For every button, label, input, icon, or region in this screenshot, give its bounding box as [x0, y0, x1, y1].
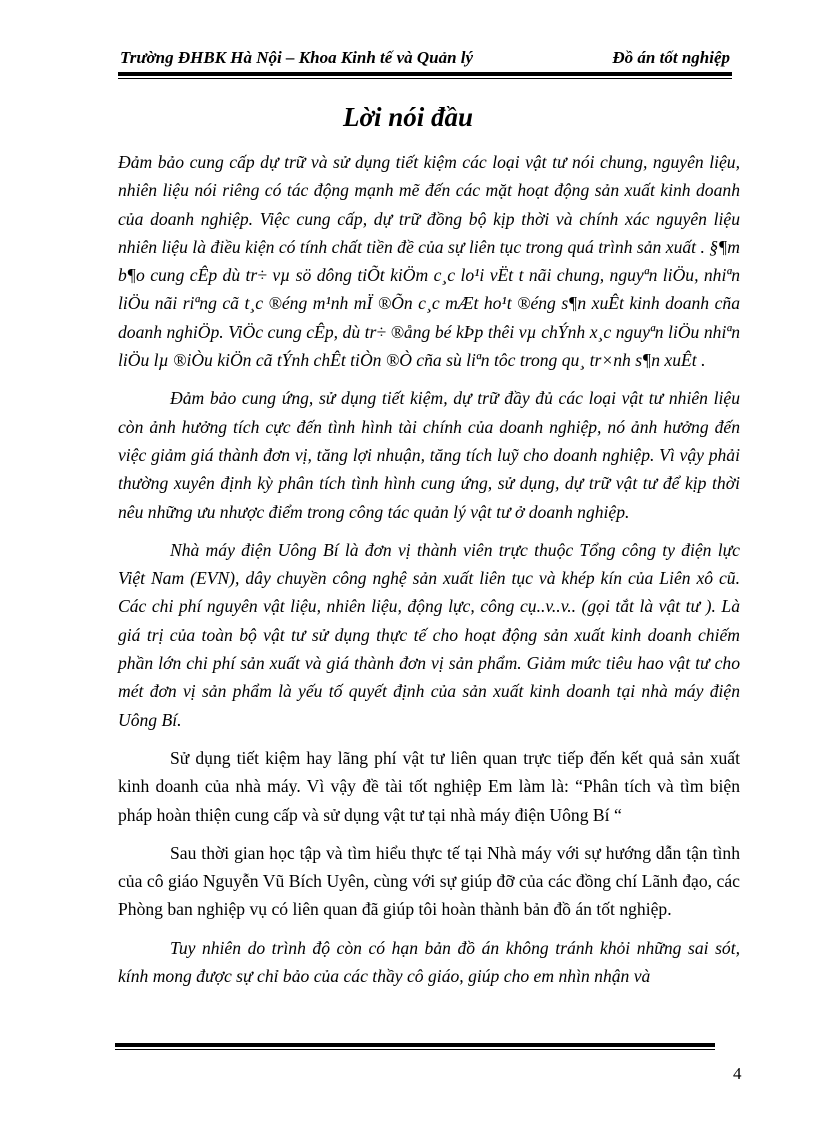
- paragraph-3: Nhà máy điện Uông Bí là đơn vị thành viên trực thuộc Tổng công ty điện lực Việt Nam (EVN), dây chuyền công nghệ sản xuất liên tục và khép kín của Liên xô cũ. Các chi phí nguyên vật liệu, nhiên liệu, động lực, công cụ..v..v.. (gọi tắt là vật tư ). Là giá trị của toàn bộ vật tư sử dụng thực tế cho hoạt động sản xuất kinh doanh chiếm phần lớn chi phí sản xuất và giá thành đơn vị sản phẩm. Giảm mức tiêu hao vật tư cho mét đơn vị sản phẩm là yếu tố quyết định của sản xuất kinh doanh tại nhà máy điện Uông Bí.: [118, 539, 740, 730]
- page-header: [118, 46, 732, 72]
- paragraph-2: Đảm bảo cung ứng, sử dụng tiết kiệm, dự trữ đầy đủ các loại vật tư nhiên liệu còn ảnh hưởng tích cực đến tình hình tài chính của doanh nghiệp, nó ảnh hưởng đến việc giảm giá thành đơn vị, tăng lợi nhuận, tăng tích luỹ cho doanh nghiệp. Vì vậy phải thường xuyên định kỳ phân tích tình hình cung ứng, sử dụng, dự trữ vật tư để kịp thời nêu những ưu nhược điểm trong công tác quản lý vật tư ở doanh nghiệp.: [118, 388, 740, 522]
- body-text: [118, 148, 740, 990]
- paragraph-4: Sử dụng tiết kiệm hay lãng phí vật tư liên quan trực tiếp đến kết quả sản xuất kinh doanh của nhà máy. Vì vậy đề tài tốt nghiệp Em làm là: “Phân tích và tìm biện pháp hoàn thiện cung cấp và sử dụng vật tư tại nhà máy điện Uông Bí “: [118, 747, 740, 825]
- paragraph-1: Đảm bảo cung cấp dự trữ và sử dụng tiết kiệm các loại vật tư nói chung, nguyên liệu, nhiên liệu nói riêng có tác động mạnh mẽ đến các mặt hoạt động sản xuất kinh doanh của doanh nghiệp. Việc cung cấp, dự trữ đồng bộ kịp thời và chính xác nguyên liệu nhiên liệu là điều kiện có tính chất tiền đề của sự liên tục trong quá trình sản xuất . §¶m b¶o cung cÊp dù tr÷ vµ sö dông tiÕt kiÖm c¸c lo¹i vËt t nãi chung, nguyªn liÖu, nhiªn liÖu nãi riªng cã t¸c ®éng m¹nh mÏ ®Õn c¸c mÆt ho¹t ®éng s¶n xuÊt kinh doanh cña doanh nghiÖp. ViÖc cung cÊp, dù tr÷ ®ång bé kÞp thêi vµ chÝnh x¸c nguyªn liÖu nhiªn liÖu lµ ®iÒu kiÖn cã tÝnh chÊt tiÒn ®Ò cña sù liªn tôc trong qu¸ tr×nh s¶n xuÊt .: [118, 152, 740, 371]
- paragraph-5: Sau thời gian học tập và tìm hiểu thực tế tại Nhà máy với sự hướng dẫn tận tình của cô giáo Nguyễn Vũ Bích Uyên, cùng với sự giúp đỡ của các đồng chí Lãnh đạo, các Phòng ban nghiệp vụ có liên quan đã giúp tôi hoàn thành bản đồ án tốt nghiệp.: [118, 842, 740, 920]
- footer-rule-thick: [115, 1043, 715, 1047]
- paragraph-6: Tuy nhiên do trình độ còn có hạn bản đồ án không tránh khỏi những sai sót, kính mong được sự chỉ bảo của các thầy cô giáo, giúp cho em nhìn nhận và: [118, 937, 740, 987]
- footer-rule-thin: [115, 1049, 715, 1050]
- page-title: Lời nói đầu: [342, 102, 474, 132]
- page-number: 4: [733, 1064, 742, 1083]
- header-rule-thin: [118, 78, 732, 79]
- header-document-type: Đồ án tốt nghiệp: [612, 48, 730, 67]
- header-rule-thick: [118, 72, 732, 76]
- header-institution: Trường ĐHBK Hà Nội – Khoa Kinh tế và Quản lý: [120, 48, 474, 67]
